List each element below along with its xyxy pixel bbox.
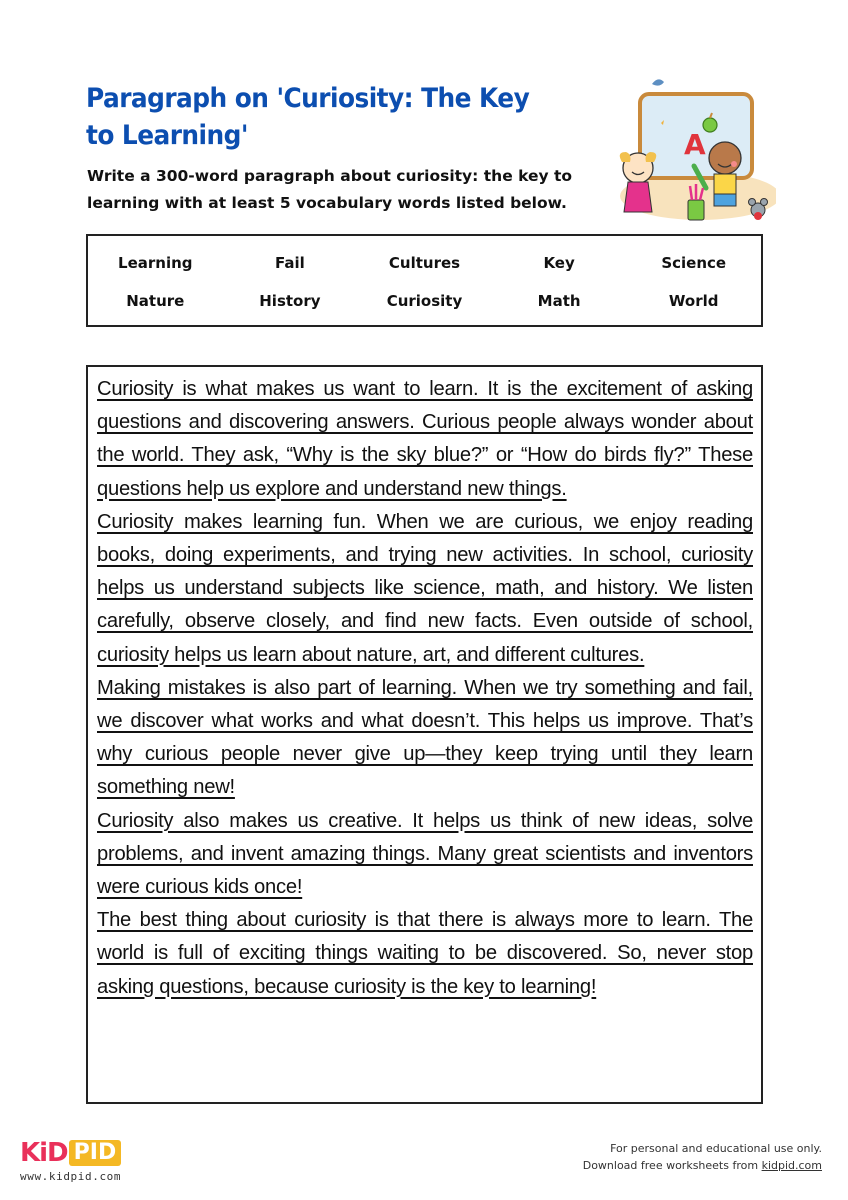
vocab-word: Key xyxy=(543,254,575,272)
logo-pid-badge: PID xyxy=(69,1140,122,1166)
instruction-text: Write a 300-word paragraph about curiosity: the key to learning with at least 5 vocabulary words listed below. xyxy=(87,167,573,212)
answer-paragraph: Curiosity is what makes us want to learn. It is the excitement of asking questions and discovering answers. Curious people always wonder about the world. They ask, “Why is the sky blue?” or “How do birds fly?” These questions help us explore and understand new things. xyxy=(97,378,753,500)
svg-text:A: A xyxy=(684,128,706,161)
footer-note xyxy=(583,1140,822,1174)
usage-note: For personal and educational use only. xyxy=(610,1142,822,1155)
answer-writing-box xyxy=(86,365,763,1104)
vocab-word: Fail xyxy=(275,254,305,272)
vocab-word: Learning xyxy=(118,254,193,272)
kidpid-link[interactable]: kidpid.com xyxy=(761,1159,822,1172)
vocab-word: Science xyxy=(661,254,727,272)
vocabulary-word-box xyxy=(86,234,763,327)
answer-paragraph: Curiosity also makes us creative. It helps us think of new ideas, solve problems, and invent amazing things. Many great scientists and inventors were curious kids once! xyxy=(97,809,753,899)
download-note xyxy=(583,1157,822,1174)
vocab-word: World xyxy=(668,292,719,310)
answer-paragraph: Making mistakes is also part of learning. When we try something and fail, we discover what works and what doesn’t. This helps us improve. That’s why curious people never give up—they keep trying until they learn something new! xyxy=(97,676,753,799)
vocabulary-grid xyxy=(88,236,761,314)
logo-kid-text: KiD xyxy=(20,1138,68,1168)
vocab-word: Curiosity xyxy=(386,292,463,310)
kids-chalkboard-illustration xyxy=(608,68,776,228)
vocab-word: Cultures xyxy=(388,254,461,272)
kids-at-chalkboard-icon xyxy=(608,68,776,228)
kidpid-logo[interactable] xyxy=(20,1138,121,1183)
vocab-word: History xyxy=(259,292,321,310)
logo-url: www.kidpid.com xyxy=(20,1170,122,1183)
answer-paragraph: Curiosity makes learning fun. When we are curious, we enjoy reading books, doing experiments, and trying new activities. In school, curiosity helps us understand subjects like science, math, and history. We listen carefully, observe closely, and find new facts. Even outside of school, curiosity helps us learn about nature, art, and different cultures. xyxy=(97,510,753,666)
answer-paragraph: The best thing about curiosity is that there is always more to learn. The world is full of exciting things waiting to be discovered. So, never stop asking questions, because curiosity is the key to learning! xyxy=(97,909,753,998)
vocab-word: Math xyxy=(537,292,581,310)
download-note-prefix: Download free worksheets from xyxy=(582,1159,762,1172)
worksheet-title: Paragraph on 'Curiosity: The Key to Learning' xyxy=(86,83,530,151)
vocab-word: Nature xyxy=(126,292,185,310)
